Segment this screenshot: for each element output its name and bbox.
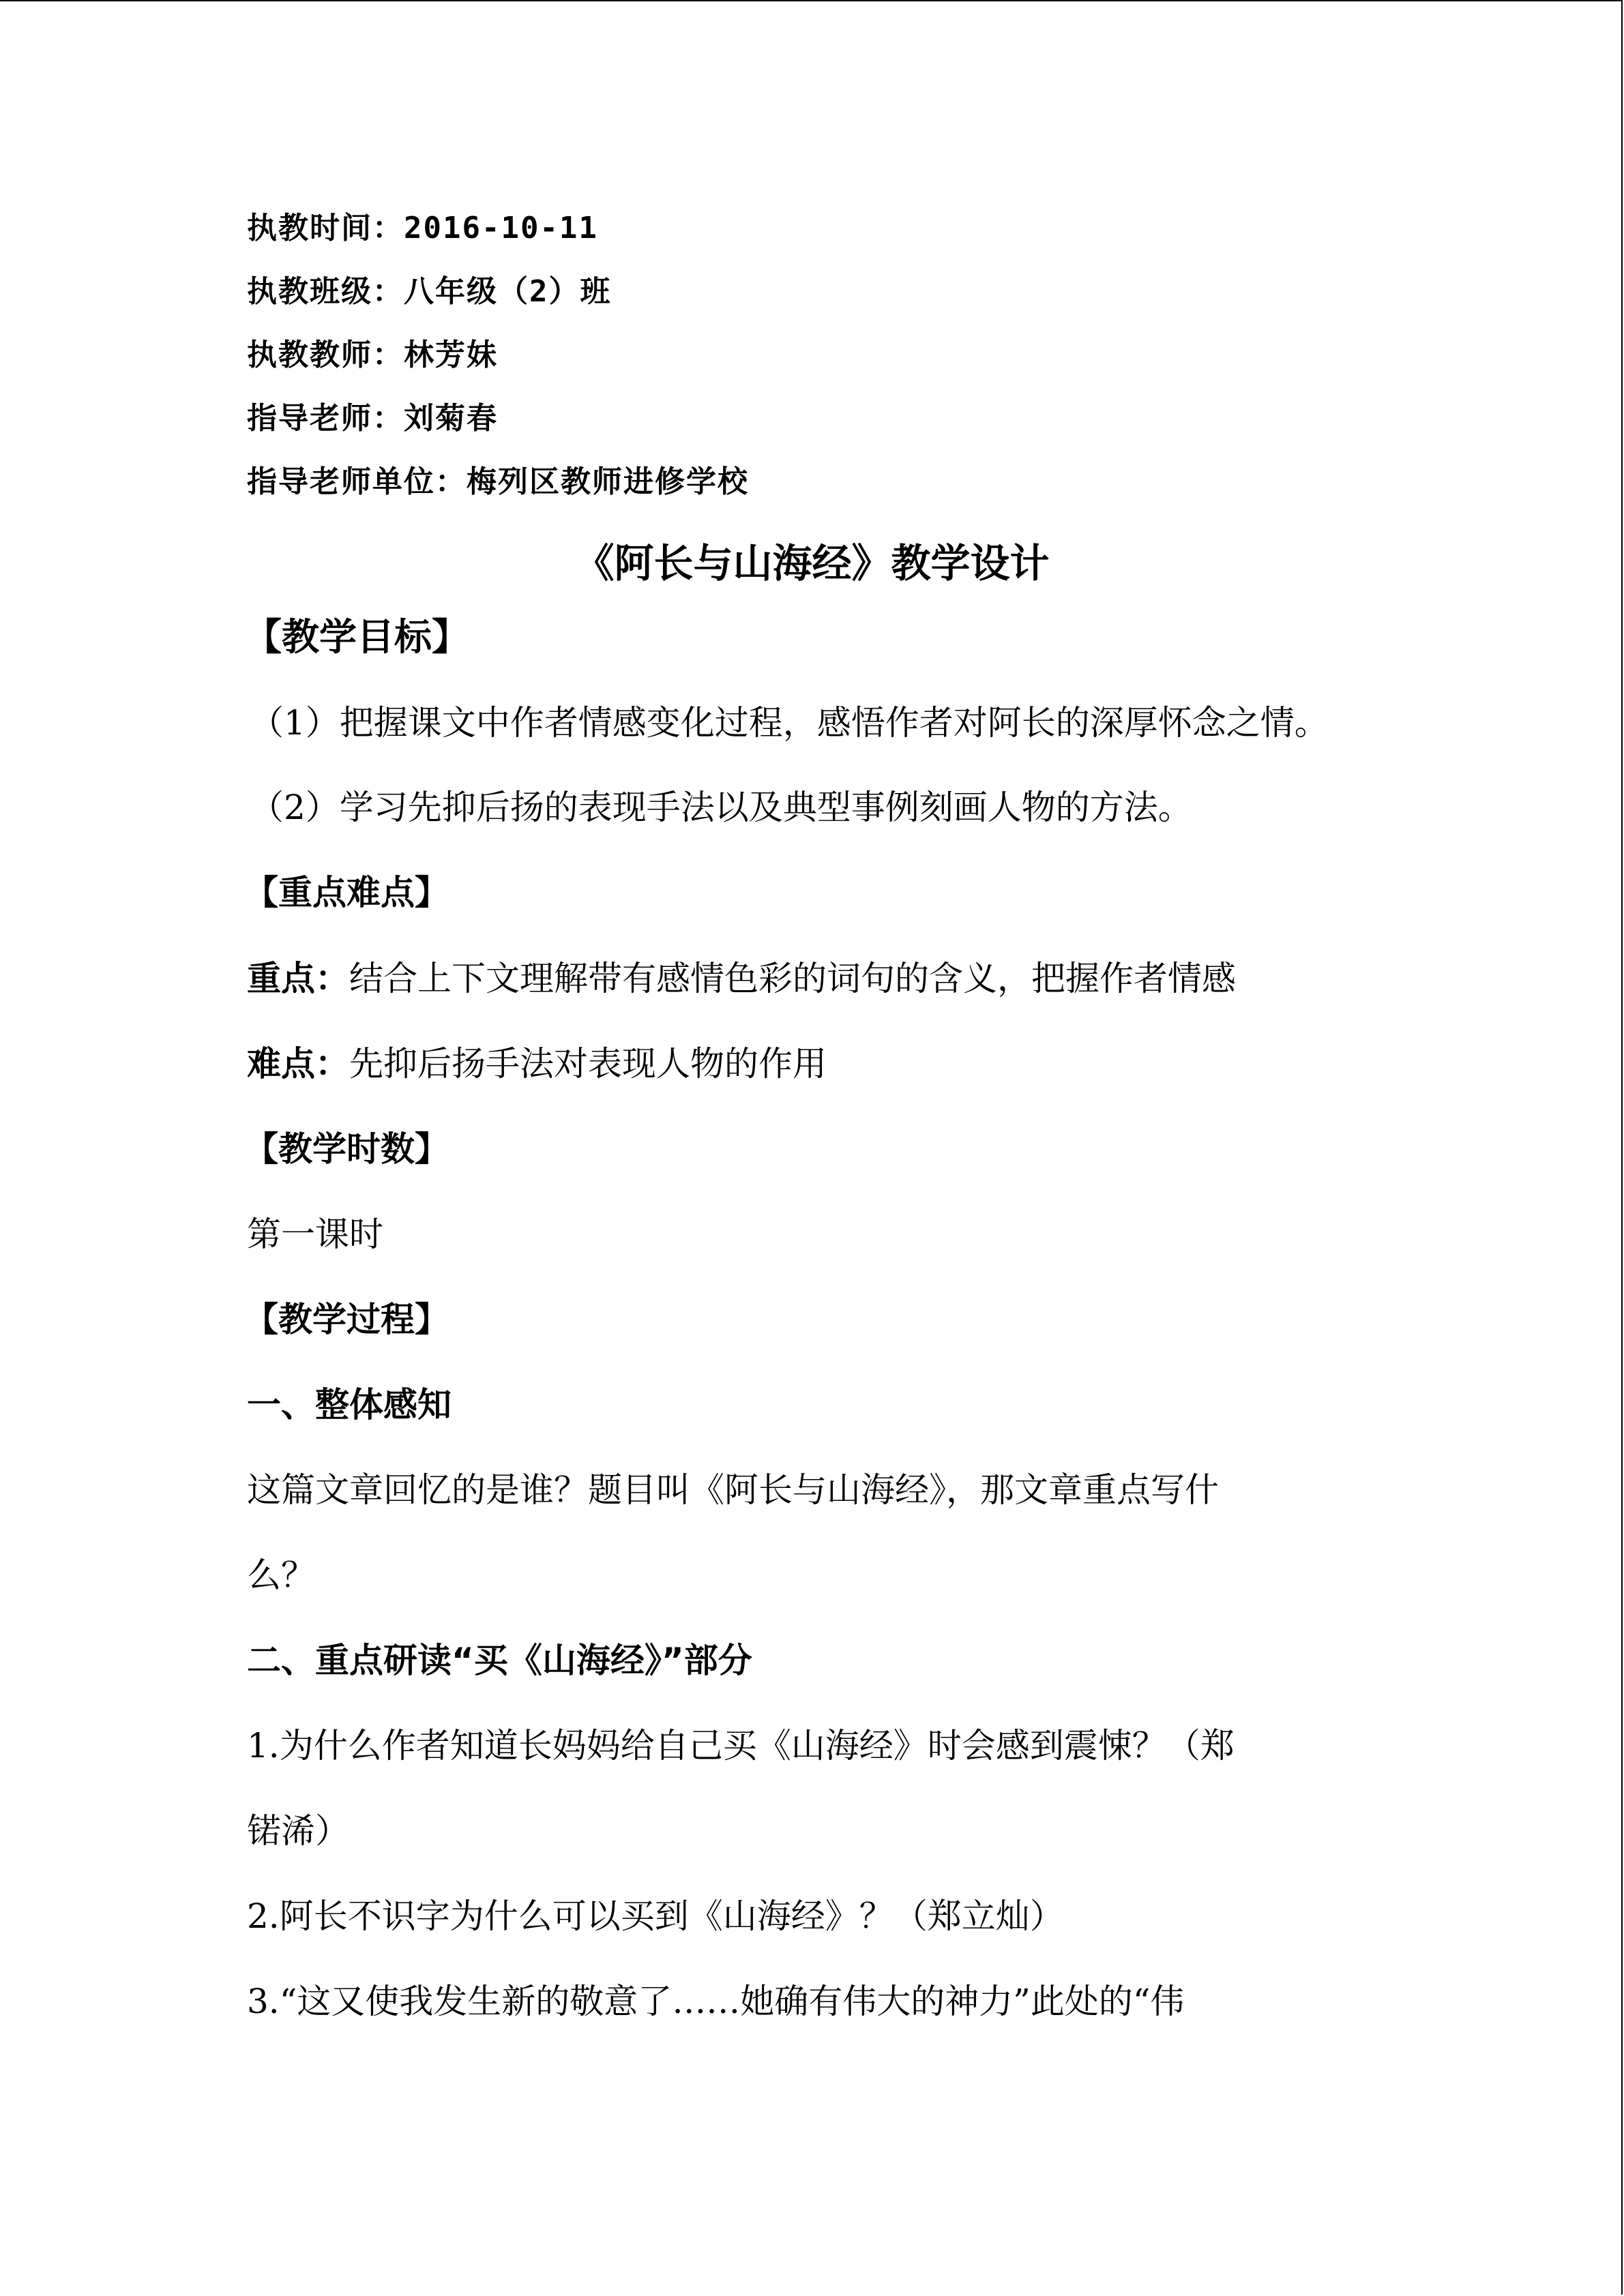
meta-advisor-unit: 指导老师单位：梅列区教师进修学校 bbox=[247, 464, 749, 499]
part-1-question-line-1: 这篇文章回忆的是谁？题目叫《阿长与山海经》，那文章重点写什 bbox=[247, 1470, 1219, 1510]
meta-teaching-time: 执教时间：2016-10-11 bbox=[247, 211, 598, 245]
heading-key-points: 【重点难点】 bbox=[244, 873, 449, 912]
heading-part-2: 二、重点研读“买《山海经》”部分 bbox=[247, 1641, 752, 1680]
difficulty-text: 先抑后扬手法对表现人物的作用 bbox=[349, 1044, 827, 1084]
heading-teaching-process: 【教学过程】 bbox=[244, 1300, 449, 1339]
question-2: 2.阿长不识字为什么可以买到《山海经》？（郑立灿） bbox=[247, 1896, 1064, 1936]
key-point-focus bbox=[247, 961, 1236, 996]
question-1-line-1: 1.为什么作者知道长妈妈给自己买《山海经》时会感到震悚？（郑 bbox=[247, 1726, 1235, 1765]
teaching-hours-text: 第一课时 bbox=[247, 1214, 383, 1254]
meta-teacher: 执教教师：林芳妹 bbox=[247, 338, 498, 372]
focus-label: 重点： bbox=[247, 959, 349, 998]
document-title: 《阿长与山海经》教学设计 bbox=[574, 540, 1050, 586]
goal-item-1: （1）把握课文中作者情感变化过程，感悟作者对阿长的深厚怀念之情。 bbox=[250, 703, 1329, 743]
focus-text: 结合上下文理解带有感情色彩的词句的含义，把握作者情感 bbox=[349, 959, 1236, 998]
meta-advisor: 指导老师：刘菊春 bbox=[247, 401, 498, 436]
heading-part-1: 一、整体感知 bbox=[247, 1385, 452, 1425]
meta-teaching-class: 执教班级：八年级（2）班 bbox=[247, 274, 612, 309]
goal-item-2: （2）学习先抑后扬的表现手法以及典型事例刻画人物的方法。 bbox=[250, 788, 1192, 827]
question-1-line-2: 锘浠） bbox=[247, 1811, 349, 1851]
heading-teaching-hours: 【教学时数】 bbox=[244, 1129, 449, 1169]
heading-teaching-goals: 【教学目标】 bbox=[244, 615, 470, 659]
key-point-difficulty bbox=[247, 1044, 827, 1084]
part-1-question-line-2: 么？ bbox=[247, 1555, 315, 1595]
question-3: 3.“这又使我发生新的敬意了……她确有伟大的神力”此处的“伟 bbox=[247, 1982, 1185, 2021]
difficulty-label: 难点： bbox=[247, 1044, 349, 1084]
